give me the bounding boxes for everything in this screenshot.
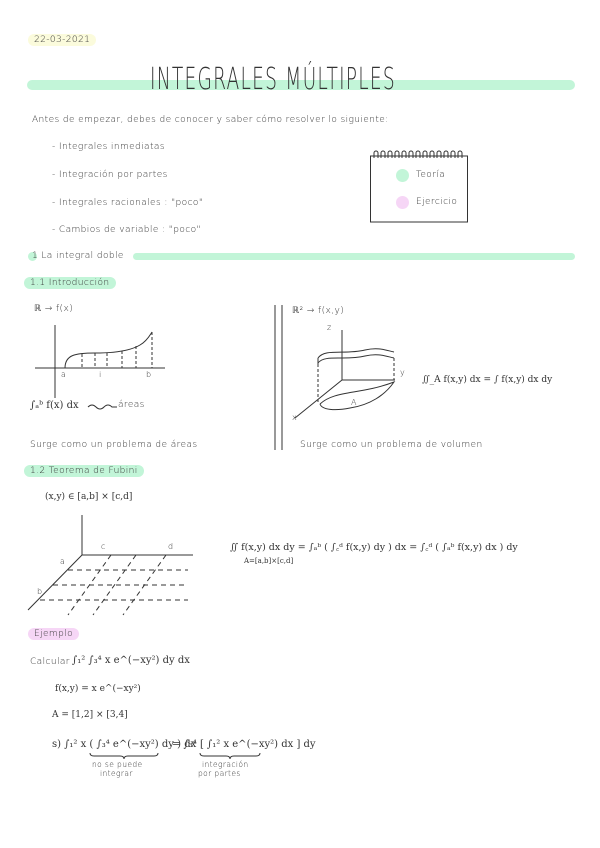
axis-label-b: b: [146, 370, 152, 379]
area-integral: ∫ₐᵇ f(x) dx: [30, 400, 79, 411]
underbraces: [88, 752, 248, 760]
bullet-item: - Integración por partes: [52, 170, 168, 180]
solution-step-2: = ∫₃⁴ [ ∫₁² x e^(−xy²) dx ] dy: [172, 739, 316, 750]
solution-step-1: s) ∫₁² x ( ∫₃⁴ e^(−xy²) dy ) dx: [52, 739, 197, 750]
squiggle-arrow-icon: [88, 402, 118, 412]
fubini-formula: ∬ f(x,y) dx dy = ∫ₐᵇ ( ∫꜀ᵈ f(x,y) dy ) dx = ∫꜀ᵈ ( ∫ₐᵇ f(x,y) dx ) dy: [230, 542, 518, 553]
axis-label-a: a: [61, 370, 67, 379]
note-by-parts-1: integración: [202, 760, 249, 769]
caption-areas: Surge como un problema de áreas: [30, 440, 198, 450]
note-cannot-integrate-1: no se puede: [92, 760, 143, 769]
theory-color-dot: [396, 169, 409, 182]
grid-label-a: a: [60, 557, 66, 566]
bullet-item: - Integrales inmediatas: [52, 142, 165, 152]
volume-diagram: [290, 330, 400, 420]
legend-label-theory: Teoría: [416, 170, 446, 180]
section-highlight-bar: [133, 253, 575, 260]
section-heading: 1 La integral doble: [32, 251, 124, 261]
date-badge: 22-03-2021: [28, 34, 96, 46]
fubini-formula-domain: A=[a,b]×[c,d]: [244, 557, 294, 565]
region-label: A: [351, 398, 357, 407]
notebook-icon: [370, 150, 470, 225]
bullet-item: - Cambios de variable : "poco": [52, 225, 202, 235]
area-under-curve-diagram: [35, 325, 175, 400]
double-divider: [274, 305, 284, 455]
axis-label-x: x: [292, 413, 298, 422]
mapping-1d: ℝ → f(x): [34, 304, 74, 314]
areas-label: áreas: [118, 400, 145, 410]
legend-label-exercise: Ejercicio: [416, 197, 458, 207]
axis-label-y: y: [400, 368, 406, 377]
fubini-domain: (x,y) ∈ [a,b] × [c,d]: [45, 492, 133, 502]
calc-expression: ∫₁² ∫₃⁴ x e^(−xy²) dy dx: [72, 655, 190, 666]
axis-label-i: i: [99, 370, 102, 379]
grid-label-c: c: [101, 542, 106, 551]
subsection-heading-fubini: 1.2 Teorema de Fubini: [24, 465, 144, 477]
note-cannot-integrate-2: integrar: [100, 769, 133, 778]
exercise-color-dot: [396, 196, 409, 209]
fubini-grid-diagram: [28, 515, 198, 620]
domain-definition: A = [1,2] × [3,4]: [52, 710, 128, 720]
mapping-2d: ℝ² → f(x,y): [292, 306, 345, 316]
subsection-heading-intro: 1.1 Introducción: [24, 277, 116, 289]
example-heading: Ejemplo: [28, 628, 79, 640]
grid-label-b: b: [37, 587, 43, 596]
calc-label: Calcular: [30, 657, 70, 667]
volume-formula: ∬_A f(x,y) dx = ∫ f(x,y) dx dy: [422, 375, 553, 385]
page-title: INTEGRALES MÚLTIPLES: [150, 62, 396, 97]
note-by-parts-2: por partes: [198, 769, 241, 778]
bullet-item: - Integrales racionales : "poco": [52, 198, 204, 208]
axis-label-z: z: [327, 323, 332, 332]
grid-label-d: d: [168, 542, 174, 551]
function-definition: f(x,y) = x e^(−xy²): [55, 684, 141, 694]
caption-volume: Surge como un problema de volumen: [300, 440, 483, 450]
intro-text: Antes de empezar, debes de conocer y saber cómo resolver lo siguiente:: [32, 115, 389, 125]
